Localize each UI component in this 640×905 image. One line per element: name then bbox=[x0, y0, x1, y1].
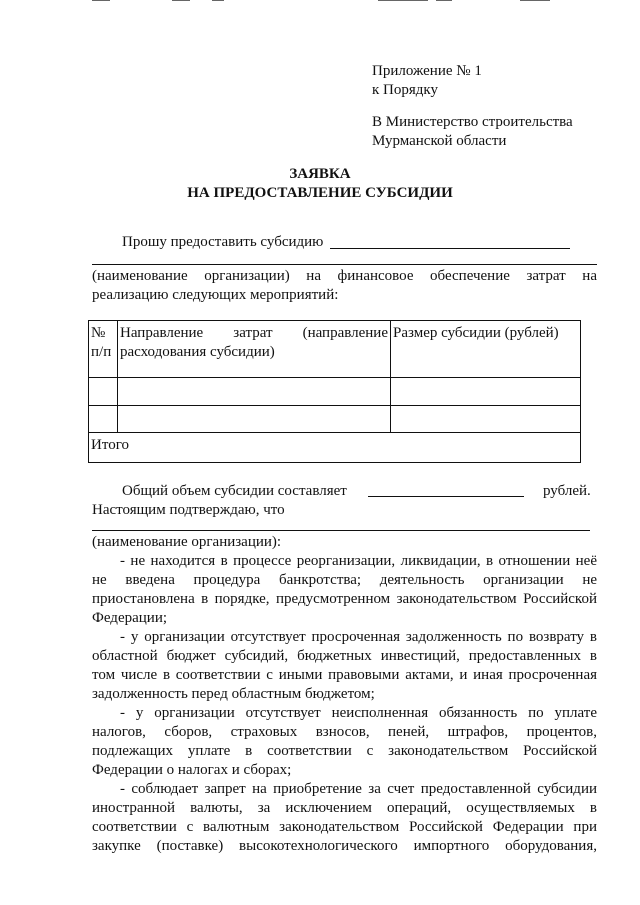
condition-4-line-4: закупке (поставке) высокотехнологического импортного оборудования, bbox=[92, 838, 597, 854]
header-amount: Размер субсидии (рублей) bbox=[391, 321, 581, 378]
header-num: № п/п bbox=[89, 321, 118, 378]
header-direction-word: затрат bbox=[233, 325, 273, 341]
condition-3-line-1: - у организации отсутствует неисполненная обязанность по уплате bbox=[120, 705, 597, 721]
total-suffix: рублей. bbox=[543, 483, 591, 499]
condition-4-line-3: соответствии с валютным законодательством Российской Федерации при bbox=[92, 819, 597, 835]
document-title-line-2: НА ПРЕДОСТАВЛЕНИЕ СУБСИДИИ bbox=[187, 185, 453, 201]
org-hint-word: организации) bbox=[204, 268, 290, 284]
org-hint-word: обеспечение bbox=[430, 268, 510, 284]
appendix-line-1: Приложение № 1 bbox=[372, 63, 482, 79]
table-cell[interactable] bbox=[391, 378, 581, 406]
org-hint-word: финансовое bbox=[337, 268, 414, 284]
total-label: Итого bbox=[89, 433, 581, 463]
total-prefix: Общий объем субсидии составляет bbox=[122, 483, 347, 499]
table-cell[interactable] bbox=[89, 378, 118, 406]
table-row[interactable] bbox=[89, 378, 581, 406]
request-prompt: Прошу предоставить субсидию bbox=[122, 234, 324, 250]
condition-2-line-4: задолженность перед областным бюджетом; bbox=[92, 686, 375, 702]
condition-1-line-1: - не находится в процессе реорганизации, ликвидации, в отношении неё bbox=[120, 553, 597, 569]
scan-edge-line bbox=[92, 0, 110, 1]
org-name-blank-full[interactable] bbox=[92, 264, 597, 265]
org-hint-word: на bbox=[306, 268, 321, 284]
condition-3-line-3: подлежащих уплате в соответствии с законодательством Российской bbox=[92, 743, 597, 759]
appendix-line-2: к Порядку bbox=[372, 82, 438, 98]
condition-1-line-4: Федерации; bbox=[92, 610, 168, 626]
condition-1-line-2: не введена процедура банкротства; деятельность организации не bbox=[92, 572, 597, 588]
condition-1-line-3: приостановлена в порядке, предусмотренном законодательством Российской bbox=[92, 591, 597, 607]
scan-edge-line bbox=[378, 0, 428, 1]
document-title-line-1: ЗАЯВКА bbox=[289, 166, 351, 182]
addressee-line-2: Мурманской области bbox=[372, 133, 507, 149]
condition-2-line-3: том числе в соответствии с иными правовыми актами, и иная просроченная bbox=[92, 667, 597, 683]
org-hint-2: (наименование организации): bbox=[92, 534, 282, 550]
scan-edge-line bbox=[172, 0, 190, 1]
org-hint-word: затрат bbox=[526, 268, 566, 284]
condition-3-line-4: Федерации о налогах и сборах; bbox=[92, 762, 292, 778]
table-header-row bbox=[89, 321, 581, 378]
scan-edge-line bbox=[520, 0, 550, 1]
condition-4-line-1: - соблюдает запрет на приобретение за счет предоставленной субсидии bbox=[120, 781, 597, 797]
org-hint-word: на bbox=[582, 268, 597, 284]
condition-3-line-2: налогов, сборов, страховых взносов, пеней, штрафов, процентов, bbox=[92, 724, 597, 740]
table-cell[interactable] bbox=[391, 406, 581, 433]
confirm-text: Настоящим подтверждаю, что bbox=[92, 502, 285, 518]
condition-2-line-2: областной бюджет субсидий, бюджетных инвестиций, предоставленных в bbox=[92, 648, 597, 664]
org-hint-word: (наименование bbox=[92, 268, 188, 284]
org-hint-line bbox=[92, 267, 597, 286]
condition-2-line-1: - у организации отсутствует просроченная задолженность по возврату в bbox=[120, 629, 597, 645]
header-direction-word: Направление bbox=[120, 325, 204, 341]
table-cell[interactable] bbox=[89, 406, 118, 433]
header-direction-word: (направление bbox=[302, 325, 388, 341]
condition-4-line-2: иностранной валюты, за исключением операций, осуществляемых в bbox=[92, 800, 597, 816]
table-cell[interactable] bbox=[118, 406, 391, 433]
table-cell[interactable] bbox=[118, 378, 391, 406]
request-continuation: реализацию следующих мероприятий: bbox=[92, 287, 339, 303]
org-name-blank[interactable] bbox=[330, 248, 570, 249]
scan-edge-line bbox=[212, 0, 224, 1]
header-direction-line-2: расходования субсидии) bbox=[120, 344, 275, 360]
addressee-line-1: В Министерство строительства bbox=[372, 114, 573, 130]
table-total-row bbox=[89, 433, 581, 463]
table-row[interactable] bbox=[89, 406, 581, 433]
header-direction bbox=[118, 321, 391, 378]
measures-table bbox=[88, 320, 581, 463]
scan-edge-line bbox=[436, 0, 452, 1]
total-amount-blank[interactable] bbox=[368, 496, 524, 497]
confirm-org-blank[interactable] bbox=[92, 530, 590, 531]
